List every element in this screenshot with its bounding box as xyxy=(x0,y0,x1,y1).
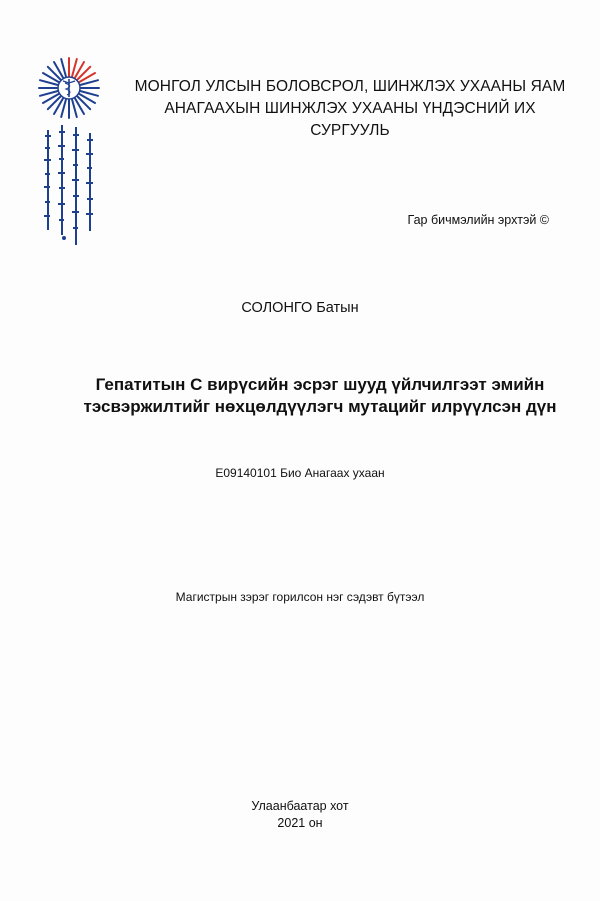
author-name: СОЛОНГО Батын xyxy=(241,300,359,316)
city: Улаанбаатар хот xyxy=(251,799,349,813)
thesis-title-line-2: тэсвэржилтийг нөхцөлдүүлэгч мутацийг илрүүлсэн дүн xyxy=(83,397,557,416)
place-and-year xyxy=(0,798,600,832)
university-logo xyxy=(27,55,111,255)
ministry-header xyxy=(130,76,570,142)
ministry-line-1: МОНГОЛ УЛСЫН БОЛОВСРОЛ, ШИНЖЛЭХ УХААНЫ ЯАМ xyxy=(134,78,566,95)
thesis-title-line-1: Гепатитын С вирүсийн эсрэг шууд үйлчилгээт эмийн xyxy=(95,375,545,394)
university-emblem-icon xyxy=(27,55,111,255)
program-code: E09140101 Био Анагаах ухаан xyxy=(215,466,385,480)
year: 2021 он xyxy=(277,816,323,830)
ministry-line-2: АНАГААХЫН ШИНЖЛЭХ УХААНЫ ҮНДЭСНИЙ ИХ СУРГУУЛЬ xyxy=(164,100,536,139)
degree-statement: Магистрын зэрэг горилсон нэг сэдэвт бүтээл xyxy=(175,590,425,604)
thesis-title xyxy=(40,374,600,418)
copyright-notice: Гар бичмэлийн эрхтэй © xyxy=(407,213,549,227)
